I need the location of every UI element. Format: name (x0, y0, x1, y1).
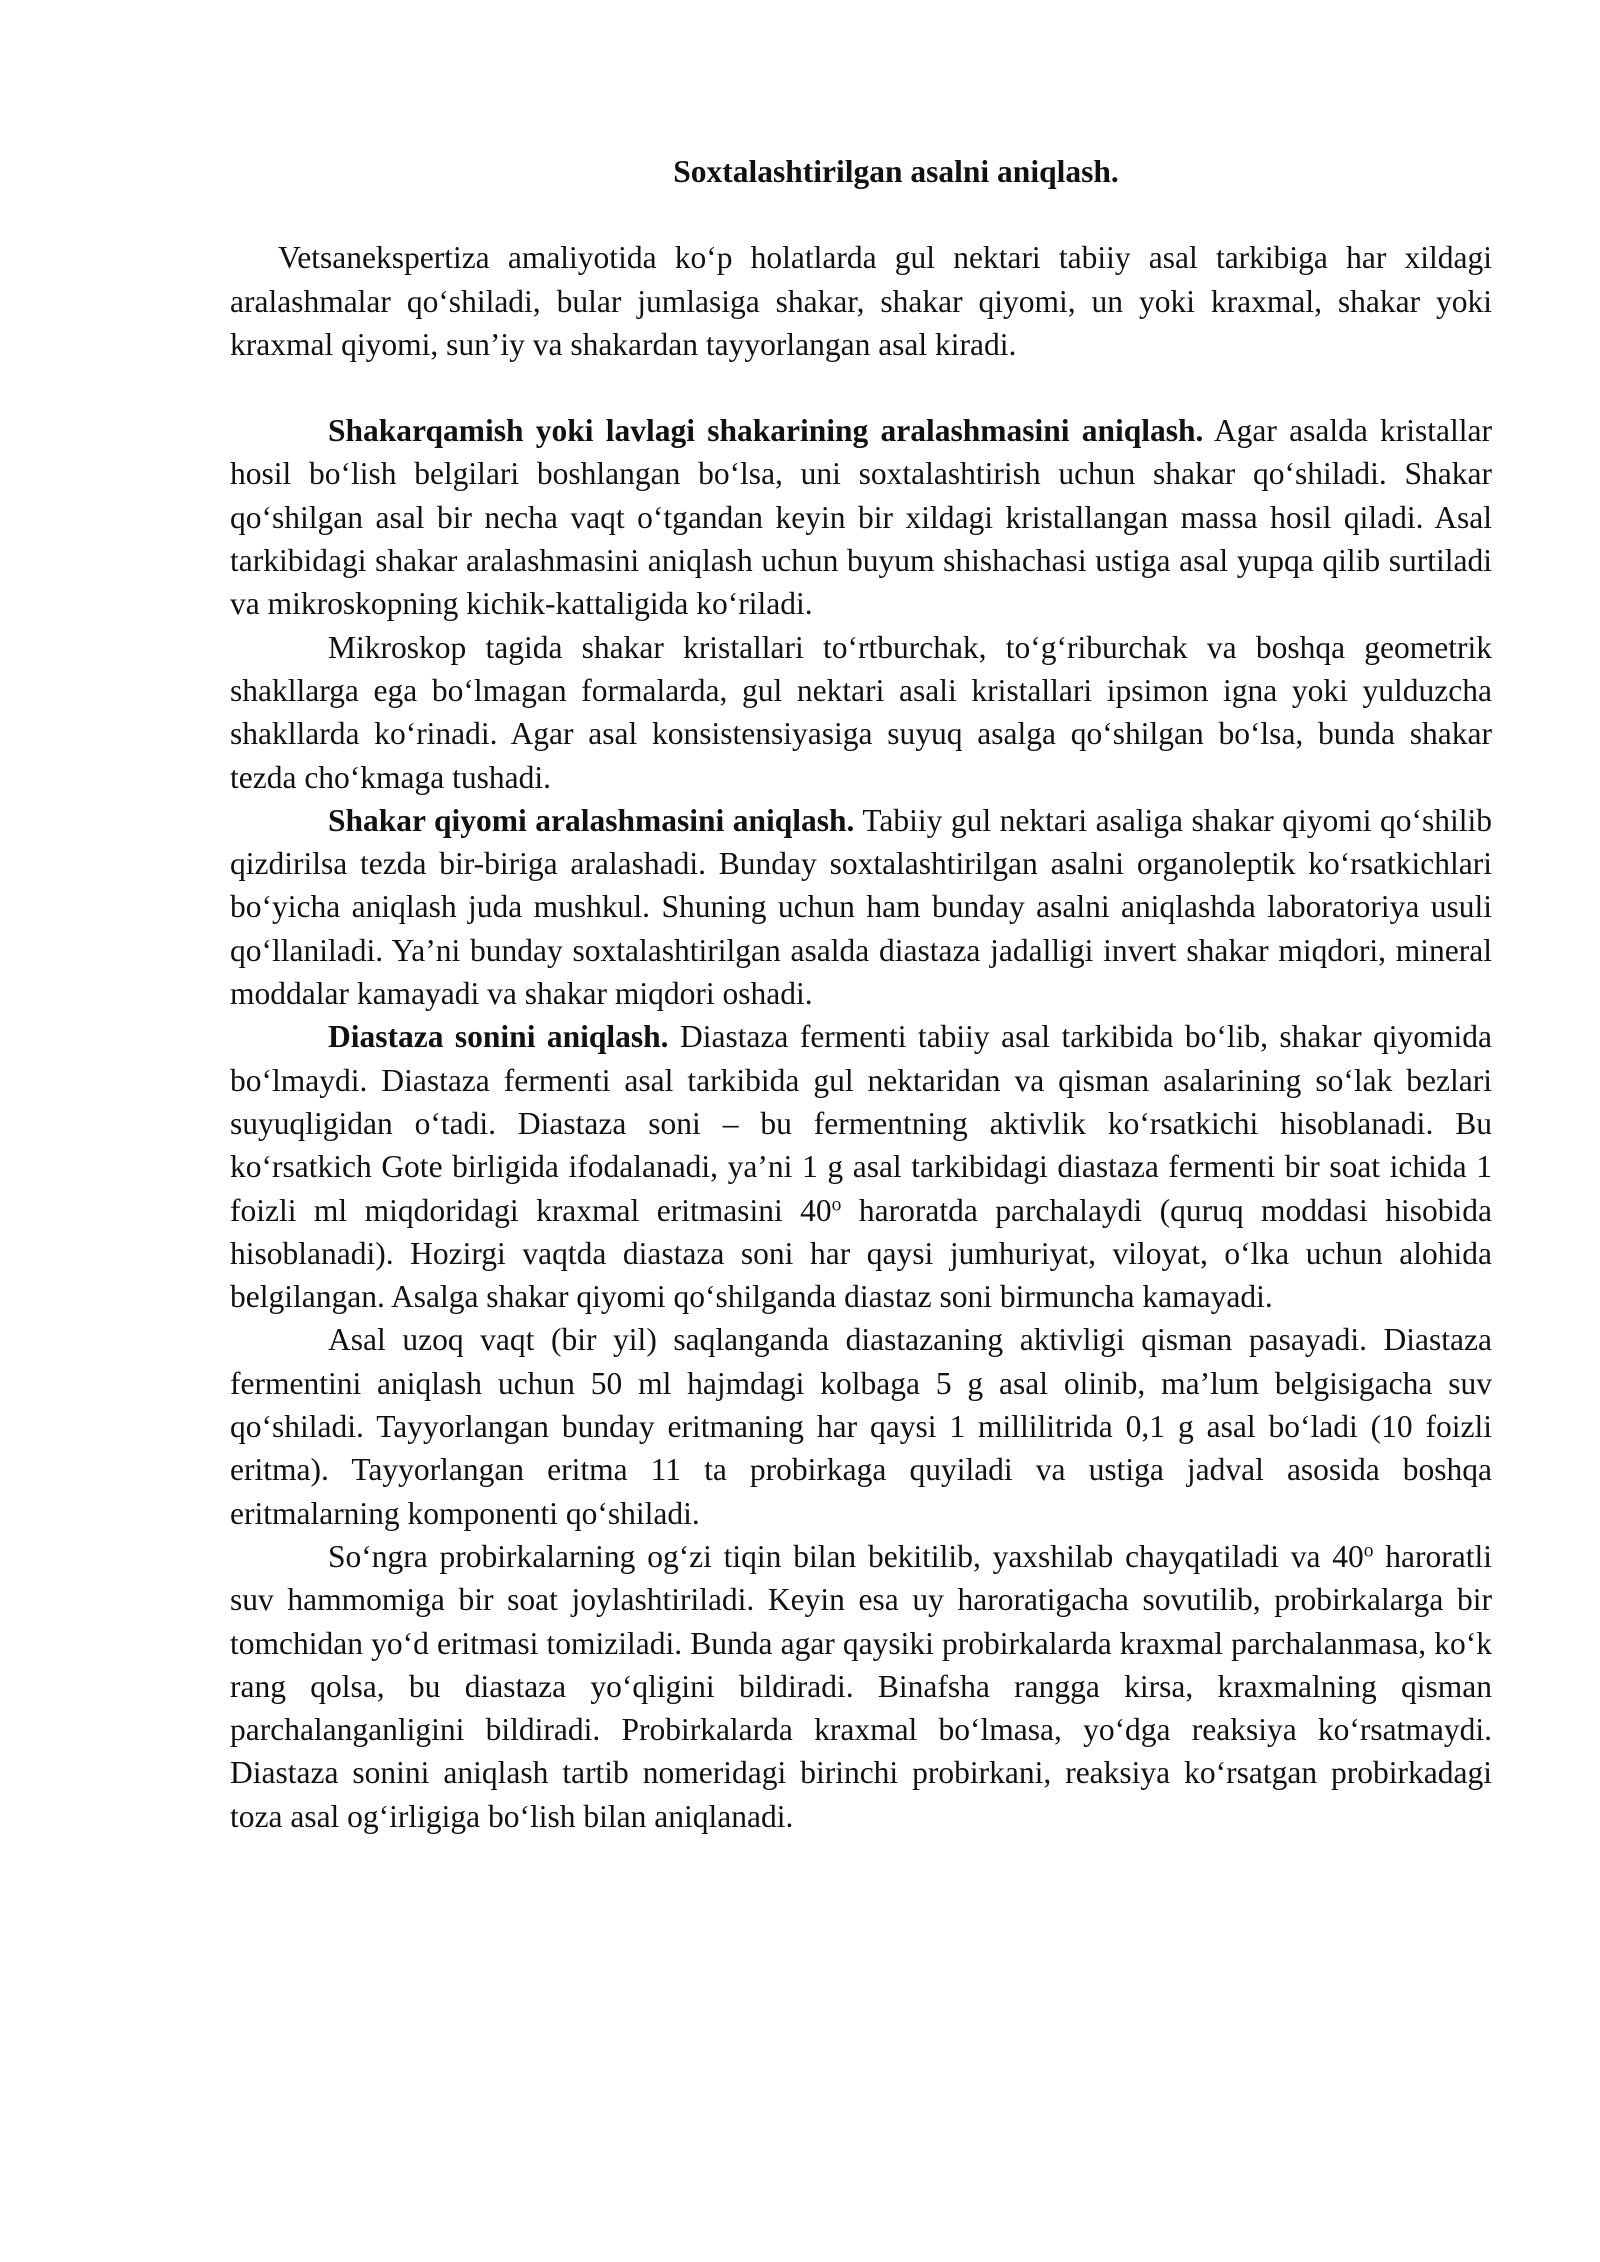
document-body (230, 150, 1492, 1838)
paragraph-storage: Asal uzoq vaqt (bir yil) saqlanganda diastazaning aktivligi qisman pasayadi. Diastaza fermentini aniqlash uchun 50 ml hajmdagi kolbaga 5 g asal olinib, ma’lum belgisigacha suv qo‘shiladi. Tayyorlangan bunday eritmaning har qaysi 1 millilitrida 0,1 g asal bo‘ladi (10 foizli eritma). Tayyorlangan eritma 11 ta probirkaga quyiladi va ustiga jadval asosida boshqa eritmalarning komponenti qo‘shiladi. (230, 1322, 1492, 1531)
paragraph-sugar-syrup (230, 799, 1492, 1015)
paragraph-test-tubes (230, 1535, 1492, 1838)
section-heading-sugar-syrup: Shakar qiyomi aralashmasini aniqlash. (328, 802, 855, 838)
paragraph-text: Tabiiy gul nektari asaliga shakar qiyomi qo‘shilib qizdirilsa tezda bir-biriga aralashadi. Bunday soxtalashtirilgan asalni organoleptik ko‘rsatkichlari bo‘yicha aniqlash juda mushkul. Shuning uchun ham bunday asalni aniqlashda laboratoriya usuli qo‘llaniladi. Ya’ni bunday soxtalashtirilgan asalda diastaza jadalligi invert shakar miqdori, mineral moddalar kamayadi va shakar miqdori oshadi. (230, 802, 1492, 1012)
document-title: Soxtalashtirilgan asalni aniqlash. (673, 154, 1119, 189)
paragraph-text: Diastaza fermenti tabiiy asal tarkibida bo‘lib, shakar qiyomida bo‘lmaydi. Diastaza fermenti asal tarkibida gul nektaridan va qisman asalarining so‘lak bezlari suyuqligidan o‘tadi. Diastaza soni – bu fermentning aktivlik ko‘rsatkichi hisoblanadi. Bu ko‘rsatkich Gote birligida ifodalanadi, ya’ni 1 g asal tarkibidagi diastaza fermenti bir soat ichida 1 foizli ml miqdoridagi kraxmal eritmasini 40 (230, 1019, 1492, 1228)
degree-superscript: o (1363, 1540, 1374, 1562)
section-heading-sugar-admixture: Shakarqamish yoki lavlagi shakarining aralashmasini aniqlash. (328, 413, 1204, 449)
section-heading-diastase: Diastaza sonini aniqlash. (328, 1019, 669, 1055)
paragraph-sugar-beet-admixture (230, 409, 1492, 625)
paragraph-text: So‘ngra probirkalarning og‘zi tiqin bilan bekitilib, yaxshilab chayqatiladi va 40 (328, 1538, 1364, 1574)
paragraph-text: Agar asalda kristallar hosil bo‘lish belgilari boshlangan bo‘lsa, uni soxtalashtirish uchun shakar qo‘shiladi. Shakar qo‘shilgan asal bir necha vaqt o‘tgandan keyin bir xildagi kristallangan massa hosil qiladi. Asal tarkibidagi shakar aralashmasini aniqlash uchun buyum shishachasi ustiga asal yupqa qilib surtiladi va mikroskopning kichik-kattaligida ko‘riladi. (230, 413, 1492, 622)
intro-paragraph: Vetsanekspertiza amaliyotida ko‘p holatlarda gul nektari tabiiy asal tarkibiga har xildagi aralashmalar qo‘shiladi, bular jumlasiga shakar, shakar qiyomi, un yoki kraxmal, shakar yoki kraxmal qiyomi, sun’iy va shakardan tayyorlangan asal kiradi. (230, 240, 1492, 362)
paragraph-diastase-number (230, 1015, 1492, 1318)
paragraph-text: haroratda parchalaydi (quruq moddasi hisobida hisoblanadi). Hozirgi vaqtda diastaza soni har qaysi jumhuriyat, viloyat, o‘lka uchun alohida belgilangan. Asalga shakar qiyomi qo‘shilganda diastaz soni birmuncha kamayadi. (230, 1192, 1492, 1315)
degree-superscript: o (831, 1193, 842, 1215)
paragraph-microscope: Mikroskop tagida shakar kristallari to‘rtburchak, to‘g‘riburchak va boshqa geometrik shakllarga ega bo‘lmagan formalarda, gul nektari asali kristallari ipsimon igna yoki yulduzcha shakllarda ko‘rinadi. Agar asal konsistensiyasiga suyuq asalga qo‘shilgan bo‘lsa, bunda shakar tezda cho‘kmaga tushadi. (230, 629, 1492, 795)
paragraph-text: haroratli suv hammomiga bir soat joylashtiriladi. Keyin esa uy haroratigacha sovutilib, probirkalarga bir tomchidan yo‘d eritmasi tomiziladi. Bunda agar qaysiki probirkalarda kraxmal parchalanmasa, ko‘k rang qolsa, bu diastaza yo‘qligini bildiradi. Binafsha rangga kirsa, kraxmalning qisman parchalanganligini bildiradi. Probirkalarda kraxmal bo‘lmasa, yo‘dga reaksiya ko‘rsatmaydi. Diastaza sonini aniqlash tartib nomeridagi birinchi probirkani, reaksiya ko‘rsatgan probirkadagi toza asal og‘irligiga bo‘lish bilan aniqlanadi. (230, 1538, 1492, 1834)
